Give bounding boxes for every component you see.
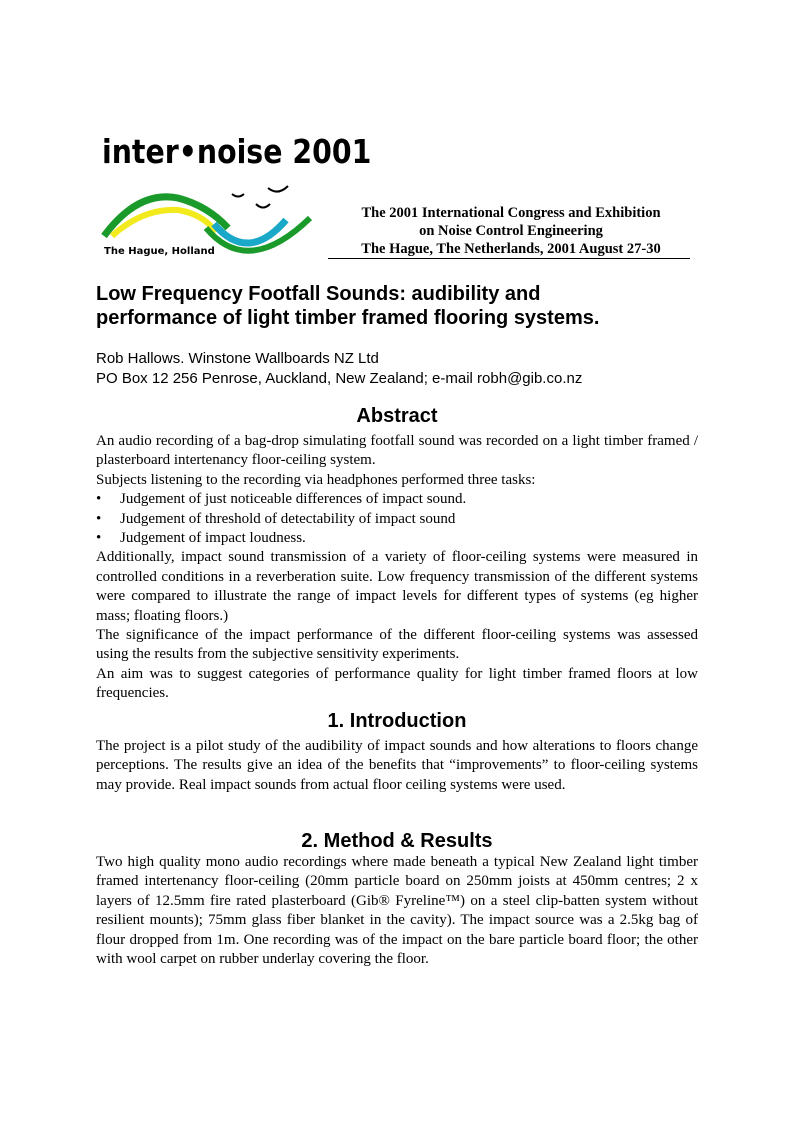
paper-title <box>96 282 706 330</box>
conference-line-2: on Noise Control Engineering <box>419 223 603 239</box>
conference-line-3: The Hague, The Netherlands, 2001 August 27-30 <box>361 241 661 257</box>
author-address: PO Box 12 256 Penrose, Auckland, New Zealand; e-mail robh@gib.co.nz <box>96 370 583 387</box>
abstract-heading: Abstract <box>356 405 438 427</box>
author-block <box>96 349 582 389</box>
abstract-body <box>96 432 698 704</box>
paper-title-line-1: Low Frequency Footfall Sounds: audibility and <box>96 283 541 305</box>
introduction-paragraph: The project is a pilot study of the audibility of impact sounds and how alterations to floors change perceptions. The results give an idea of the benefits that “improvements” to floor-ceiling systems may provide. Real impact sounds from actual floor ceiling systems were used. <box>96 738 698 793</box>
conference-logo <box>98 128 328 260</box>
task-list <box>96 490 698 548</box>
abstract-paragraph: The significance of the impact performance of the different floor-ceiling systems was assessed using the results from the subjective sensitivity experiments. <box>96 627 698 663</box>
logo-smile-2 <box>268 186 288 192</box>
bullet-icon: • <box>96 510 102 527</box>
method-paragraph: Two high quality mono audio recordings where made beneath a typical New Zealand light timber framed intertenancy floor-ceiling (20mm particle board on 250mm joists at 450mm centres; 2 x layers of 12.5mm fire rated plasterboard (Gib® Fyreline™) on a steel clip-batten system without resilient mounts); 75mm glass fiber blanket in the cavity). The impact source was a 2.5kg bag of flour dropped from 1m. One recording was of the impact on the bare particle board floor; the other with wool carpet on rubber underlay covering the floor. <box>96 854 698 968</box>
method-body <box>96 853 698 969</box>
bullet-icon: • <box>96 530 102 547</box>
author-affiliation: Rob Hallows. Winstone Wallboards NZ Ltd <box>96 350 379 367</box>
method-heading: 2. Method & Results <box>301 830 493 852</box>
logo-wordmark: inter•noise 2001 <box>102 132 372 171</box>
logo-smile-3 <box>256 204 270 208</box>
introduction-body <box>96 737 698 795</box>
logo-place: The Hague, Holland <box>104 246 215 257</box>
list-item: • Judgement of impact loudness. <box>96 529 698 548</box>
abstract-paragraph: Additionally, impact sound transmission of a variety of floor-ceiling systems were measured in controlled conditions in a reverberation suite. Low frequency transmission of the different systems were compared to illustrate the range of impact levels for different types of systems (eg higher mass; floating floors.) <box>96 549 698 624</box>
abstract-paragraph: Subjects listening to the recording via headphones performed three tasks: <box>96 471 536 488</box>
paper-title-line-2: performance of light timber framed flooring systems. <box>96 307 600 329</box>
abstract-paragraph: An audio recording of a bag-drop simulating footfall sound was recorded on a light timber framed / plasterboard intertenancy floor-ceiling system. <box>96 433 698 469</box>
logo-smile-1 <box>232 194 244 197</box>
bullet-icon: • <box>96 491 102 508</box>
list-item: • Judgement of threshold of detectability of impact sound <box>96 510 698 529</box>
header-rule <box>328 258 690 259</box>
abstract-paragraph: An aim was to suggest categories of performance quality for light timber framed floors at low frequencies. <box>96 665 698 702</box>
introduction-heading: 1. Introduction <box>327 710 467 732</box>
list-item: • Judgement of just noticeable differences of impact sound. <box>96 490 698 509</box>
conference-line-1: The 2001 International Congress and Exhibition <box>361 205 661 221</box>
conference-header <box>328 204 694 258</box>
